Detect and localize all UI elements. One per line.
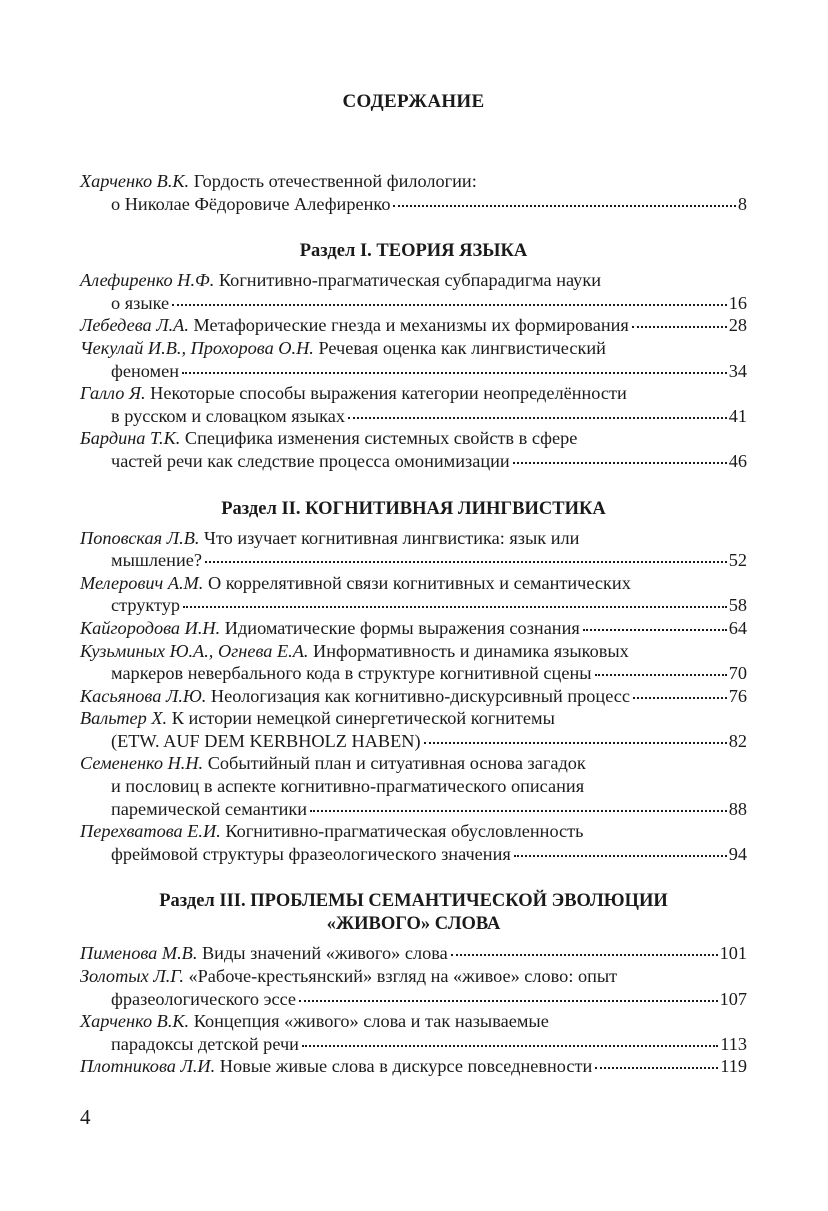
dot-leader (299, 1000, 718, 1002)
toc-section (80, 498, 747, 866)
toc-title-text: структур (111, 595, 181, 616)
toc-entry-line (80, 662, 747, 685)
dot-leader (348, 417, 727, 419)
toc-entry (80, 382, 747, 427)
section-heading (80, 890, 747, 936)
toc-title-text: и пословиц в аспекте когнитивно-прагматического описания (111, 776, 585, 797)
toc-page-number: 28 (728, 315, 747, 336)
toc-title-text: Специфика изменения системных свойств в сфере (184, 428, 578, 449)
toc-author: Харченко В.К. (80, 171, 190, 191)
toc-entry (80, 527, 747, 572)
toc-page-number: 107 (719, 988, 747, 1009)
toc-page-number: 113 (720, 1033, 747, 1054)
toc-entry-line (80, 527, 747, 550)
toc-title-text: К истории немецкой синергетической когнитемы (171, 708, 555, 729)
toc-author: Пименова М.В. (80, 943, 198, 964)
toc-entry-line (80, 707, 747, 730)
dot-leader (302, 1045, 718, 1047)
section-heading-line: Раздел I. ТЕОРИЯ ЯЗЫКА (299, 241, 528, 262)
toc-title-text: Идиоматические формы выражения сознания (224, 617, 580, 638)
toc-title-text: Речевая оценка как лингвистический (318, 337, 606, 358)
toc-author: Кайгородова И.Н. (80, 617, 221, 638)
toc-entry-line (80, 798, 747, 821)
toc-entry-line (80, 427, 747, 450)
toc-title-text: фреймовой структуры фразеологического значения (111, 843, 511, 864)
toc-title-text: (ETW. AUF DEM KERBHOLZ HABEN) (111, 730, 421, 751)
toc-author: Кузьминых Ю.А., Огнева Е.А. (80, 640, 309, 661)
dot-leader (595, 674, 727, 676)
toc-entry-line (80, 382, 747, 405)
toc-entry (80, 269, 747, 314)
toc-entry-line (80, 617, 747, 640)
dot-leader (424, 742, 727, 744)
toc-page-number: 82 (728, 730, 747, 751)
toc-entry (80, 1055, 747, 1078)
toc-author: Перехватова Е.И. (80, 821, 221, 842)
toc-entry (80, 617, 747, 640)
toc-entry-line (80, 843, 747, 866)
toc-title-text: Новые живые слова в дискурсе повседневности (219, 1056, 593, 1077)
dot-leader (205, 561, 727, 563)
toc-title-text: Событийный план и ситуативная основа загадок (207, 753, 586, 774)
toc-author: Мелерович А.М. (80, 572, 204, 593)
dot-leader (393, 205, 735, 207)
toc-author: Плотникова Л.И. (80, 1056, 216, 1077)
toc-title-text: «Рабоче-крестьянский» взгляд на «живое» слово: опыт (188, 966, 618, 987)
toc-title-text: Концепция «живого» слова и так называемые (193, 1011, 549, 1032)
dot-leader (513, 462, 727, 464)
toc-entry-line (80, 942, 747, 965)
toc-title-text: паремической семантики (111, 798, 308, 819)
toc-page-number: 52 (728, 550, 747, 571)
toc-entry-line (80, 450, 747, 473)
toc-title-text: фразеологического эссе (111, 988, 297, 1009)
toc-page-number: 34 (728, 360, 747, 381)
dot-leader (595, 1067, 718, 1069)
toc-page-number: 88 (728, 798, 747, 819)
toc-page-number: 16 (728, 292, 747, 313)
dot-leader (451, 954, 718, 956)
toc-author: Алефиренко Н.Ф. (80, 270, 215, 291)
toc-title-text: частей речи как следствие процесса омонимизации (111, 450, 510, 471)
dot-leader (633, 697, 727, 699)
toc-author: Золотых Л.Г. (80, 966, 184, 987)
dot-leader (172, 304, 727, 306)
toc-title-text: Неологизация как когнитивно-дискурсивный процесс (210, 685, 631, 706)
dot-leader (182, 372, 727, 374)
toc-author: Семененко Н.Н. (80, 753, 204, 774)
toc-author: Галло Я. (80, 383, 146, 404)
toc-entry (80, 942, 747, 965)
toc-entry-line (80, 337, 747, 360)
toc-page-number: 76 (728, 685, 747, 706)
toc-entry (80, 685, 747, 708)
toc-title-text: Что изучает когнитивная лингвистика: язык или (204, 527, 580, 548)
toc-author: Касьянова Л.Ю. (80, 685, 207, 706)
toc-entry-line (80, 549, 747, 572)
toc-author: Лебедева Л.А. (80, 315, 189, 336)
toc-entry-line (80, 1010, 747, 1033)
toc-entry (80, 1010, 747, 1055)
toc-entry-line (80, 965, 747, 988)
toc-title-text: о языке (111, 292, 170, 313)
section-heading-line: Раздел II. КОГНИТИВНАЯ ЛИНГВИСТИКА (221, 498, 606, 519)
toc-entry (80, 572, 747, 617)
toc-entry (80, 752, 747, 820)
toc-entry (80, 640, 747, 685)
toc-page-number: 94 (728, 843, 747, 864)
section-heading (80, 498, 747, 521)
toc-author: Чекулай И.В., Прохорова О.Н. (80, 337, 314, 358)
dot-leader (183, 606, 727, 608)
toc-page-number: 8 (737, 193, 747, 214)
toc-entry (80, 707, 747, 752)
toc-section (80, 240, 747, 472)
dot-leader (632, 326, 727, 328)
toc-entry-line (80, 594, 747, 617)
toc-title-text: Виды значений «живого» слова (201, 943, 448, 964)
toc-entry-line (80, 405, 747, 428)
toc-author: Поповская Л.В. (80, 527, 200, 548)
toc-section (80, 890, 747, 1078)
toc-entry (80, 170, 747, 215)
toc-page-number: 70 (728, 663, 747, 684)
toc-entry-line (80, 685, 747, 708)
toc-entry (80, 314, 747, 337)
toc-page-number: 46 (728, 450, 747, 471)
section-heading-line: Раздел III. ПРОБЛЕМЫ СЕМАНТИЧЕСКОЙ ЭВОЛЮЦИИ (159, 891, 668, 912)
toc-entry (80, 820, 747, 865)
toc-page-number: 58 (728, 595, 747, 616)
toc-title-text: парадоксы детской речи (111, 1033, 299, 1054)
toc-page-number: 101 (719, 943, 747, 964)
toc-entry-line (80, 193, 747, 216)
dot-leader (514, 855, 727, 857)
toc-title-text: о Николае Фёдоровиче Алефиренко (111, 193, 391, 214)
toc-entry (80, 337, 747, 382)
toc-title-text: маркеров невербального кода в структуре когнитивной сцены (111, 663, 592, 684)
toc-entry (80, 965, 747, 1010)
toc-entry-line (80, 988, 747, 1011)
toc-author: Харченко В.К. (80, 1011, 190, 1032)
toc-entry (80, 427, 747, 472)
toc-entry-line (80, 775, 747, 798)
page-number: 4 (80, 1105, 91, 1129)
toc-title-text: Информативность и динамика языковых (313, 640, 629, 661)
dot-leader (583, 629, 727, 631)
toc-page-number: 119 (720, 1056, 747, 1077)
toc-title-text: Некоторые способы выражения категории неопределённости (150, 383, 627, 404)
table-of-contents (80, 88, 747, 1103)
section-heading-line: «ЖИВОГО» СЛОВА (326, 914, 501, 935)
toc-entry-line (80, 269, 747, 292)
toc-entry-line (80, 752, 747, 775)
toc-title-text: в русском и словацком языках (111, 405, 346, 426)
page-title: СОДЕРЖАНИЕ (342, 91, 485, 112)
intro-section (80, 170, 747, 215)
toc-entry-line (80, 360, 747, 383)
dot-leader (310, 810, 727, 812)
toc-entry-line (80, 640, 747, 663)
toc-entry-line (80, 572, 747, 595)
toc-entry-line (80, 1033, 747, 1056)
toc-title-text: Когнитивно-прагматическая субпарадигма науки (218, 270, 601, 291)
toc-entry-line (80, 1055, 747, 1078)
toc-entry-line (80, 170, 747, 193)
section-heading (80, 240, 747, 263)
toc-entry-line (80, 730, 747, 753)
toc-title-text: мышление? (111, 550, 202, 571)
toc-entry-line (80, 820, 747, 843)
toc-author: Бардина Т.К. (80, 428, 181, 449)
toc-title-text: Гордость отечественной филологии: (193, 171, 477, 191)
toc-page-number: 41 (728, 405, 747, 426)
toc-title-text: Метафорические гнезда и механизмы их формирования (193, 315, 629, 336)
toc-title-text: Когнитивно-прагматическая обусловленность (225, 821, 584, 842)
toc-title-text: О коррелятивной связи когнитивных и семантических (207, 572, 631, 593)
toc-title-text: феномен (111, 360, 180, 381)
sections-container (80, 240, 747, 1078)
toc-author: Вальтер Х. (80, 708, 168, 729)
toc-entry-line (80, 314, 747, 337)
toc-entry-line (80, 292, 747, 315)
toc-page-number: 64 (728, 617, 747, 638)
